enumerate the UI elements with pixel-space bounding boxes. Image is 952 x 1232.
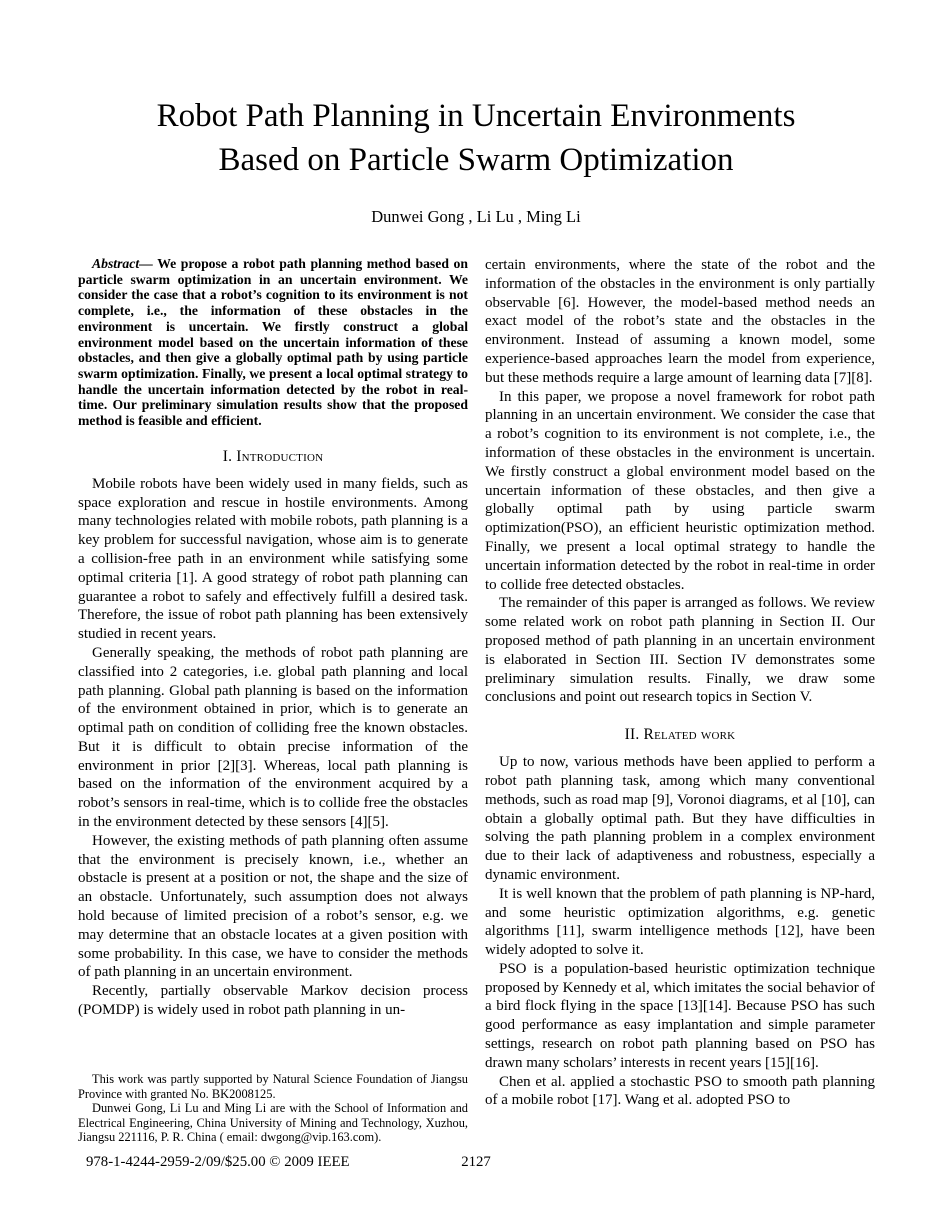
paragraph: Mobile robots have been widely used in many fields, such as space exploration and rescue in hostile environments. Among many technologies related with mobile robots, path planning is a key problem for successful navigation, whose aim is to generate a collision-free path in an environment while satisfying some optimal criteria [1]. A good strategy of robot path planning can guarantee a robot to safely and effectively fulfill a desired task. Therefore, the issue of robot path planning has been extensively studied in recent years. [78, 475, 468, 643]
footnote-affiliation: Dunwei Gong, Li Lu and Ming Li are with the School of Information and Electrical Engineering, China University of Mining and Technology, Xuzhou, Jiangsu 221116, P. R. China ( email: dwgong@vip.163.com). [78, 1101, 468, 1145]
paragraph: PSO is a population-based heuristic optimization technique proposed by Kennedy et al, which imitates the social behavior of a bird flock flying in the space [13][14]. Because PSO has such good performance as easy implantation and simple parameter settings, research on robot path planning based on PSO has drawn many scholars’ interests in recent years [15][16]. [485, 960, 875, 1071]
footnote-support: This work was partly supported by Natural Science Foundation of Jiangsu Province with granted No. BK2008125. [78, 1072, 468, 1101]
paper-title [0, 94, 952, 182]
paper-title-line1: Robot Path Planning in Uncertain Environments [156, 98, 796, 134]
paragraph: However, the existing methods of path planning often assume that the environment is precisely known, i.e., whether an obstacle is present at a position or not, the shape and the size of an obstacle. Unfortunately, such assumption does not always hold because of limited precision of a robot’s sensor, e.g. we may determine that an obstacle locates at a given position with some probability. In this case, we have to consider the methods of path planning in an uncertain environment. [78, 832, 468, 981]
paragraph: Up to now, various methods have been applied to perform a robot path planning task, among which many conventional methods, such as road map [9], Voronoi diagrams, et al [10], can obtain a globally optimal path. But they have difficulties in solving the path planning problem in a complex environment due to their lack of adaptiveness and robustness, especially a dynamic environment. [485, 754, 875, 883]
paragraph: certain environments, where the state of the robot and the information of the obstacles in the environment is only partially observable [6]. However, the model-based method needs an exact model of the robot’s state and the obstacles in the environment. Instead of assuming a known model, some experience-based approaches learn the model from experience, but these methods require a large amount of learning data [7][8]. [485, 257, 875, 386]
authors-line: Dunwei Gong , Li Lu , Ming Li [371, 207, 581, 226]
column-left [78, 256, 468, 1145]
footnote [78, 1072, 468, 1145]
paragraph: In this paper, we propose a novel framework for robot path planning in an uncertain environment. We consider the case that a robot’s cognition to its environment is not complete, i.e., the information of these obstacles in the environment is uncertain. We firstly construct a global environment model based on the uncertain information of these obstacles, and then give a globally optimal path by using particle swarm optimization(PSO), an efficient heuristic optimization method. Finally, we present a local optimal strategy to handle the uncertain information detected by the robot in real-time in order to collide free detected obstacles. [485, 388, 875, 593]
paper-title-line2: Based on Particle Swarm Optimization [218, 142, 734, 178]
paragraph: It is well known that the problem of path planning is NP-hard, and some heuristic optimization algorithms, e.g. genetic algorithms [11], swarm intelligence methods [12], have been widely adopted to solve it. [485, 885, 875, 959]
paragraph: Recently, partially observable Markov decision process (POMDP) is widely used in robot path planning in un- [78, 983, 468, 1019]
column-right [485, 256, 875, 1145]
paragraph: Generally speaking, the methods of robot path planning are classified into 2 categories, i.e. global path planning and local path planning. Global path planning is based on the information of the environment obtained in prior, which is to generate an optimal path on condition of colliding free the known obstacles. But it is difficult to obtain precise information of the environment in prior [2][3]. Whereas, local path planning is based on the information of the environment acquired by a robot’s sensors in real-time, which is to collide free the obstacles in the environment detected by these sensors [4][5]. [78, 644, 468, 831]
page-footer [0, 1154, 952, 1176]
copyright-line: 978-1-4244-2959-2/09/$25.00 © 2009 IEEE [86, 1154, 350, 1170]
page-number: 2127 [461, 1154, 491, 1170]
paragraph: Chen et al. applied a stochastic PSO to smooth path planning of a mobile robot [17]. Wang et al. adopted PSO to [485, 1073, 875, 1109]
section-heading-introduction: I. Introduction [222, 447, 324, 465]
paragraph: The remainder of this paper is arranged as follows. We review some related work on robot path planning in Section II. Our proposed method of path planning in an uncertain environment is elaborated in Section III. Section IV demonstrates some preliminary simulation results. Finally, we draw some conclusions and point out research topics in Section V. [485, 595, 875, 706]
abstract-label: Abstract— [92, 256, 153, 271]
abstract-text: We propose a robot path planning method based on particle swarm optimization in an uncertain environment. We consider the case that a robot’s cognition to its environment is not complete, i.e., the information of these obstacles in the environment is uncertain. We firstly construct a global environment model based on the uncertain information of these obstacles, and then give a globally optimal path by using particle swarm optimization. Finally, we present a local optimal strategy to handle the uncertain information detected by the robot in real-time. Our preliminary simulation results show that the proposed method is feasible and efficient. [78, 256, 468, 429]
two-column-body [78, 256, 875, 1145]
abstract [78, 256, 468, 429]
section-heading-related-work: II. Related work [624, 726, 736, 744]
